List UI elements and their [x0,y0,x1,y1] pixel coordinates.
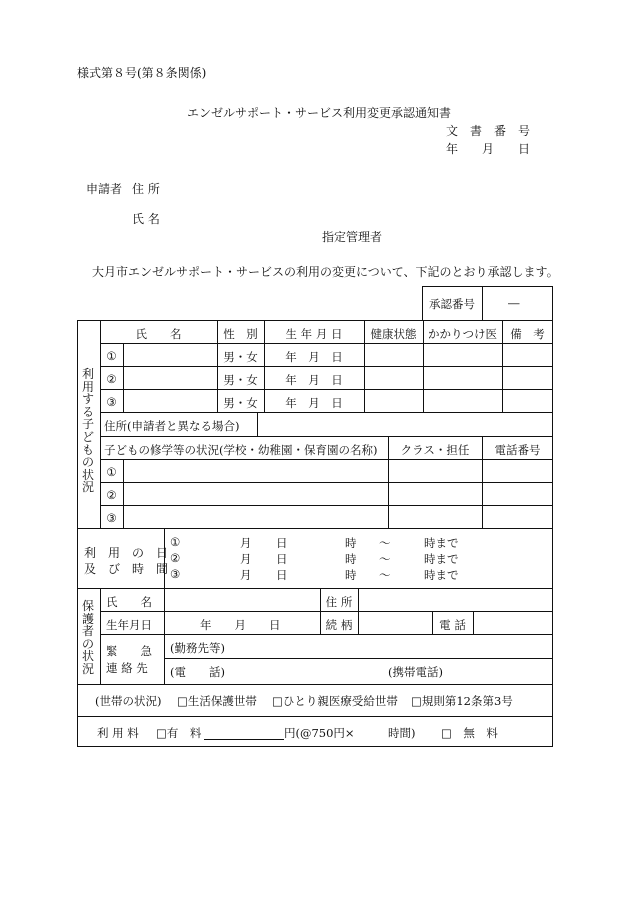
child-birth-field[interactable]: 年 月 日 [285,373,343,387]
child-birth-field[interactable]: 年 月 日 [285,350,343,364]
usage-day[interactable]: 日 [276,536,288,550]
household-option-rule12[interactable]: □規則第12条第3号 [411,694,513,708]
usage-tilde: ～ [379,552,391,566]
child-row-num: ② [106,372,117,386]
usage-hour[interactable]: 時 [345,552,357,566]
usage-tilde: ～ [379,568,391,582]
child-health-header: 健康状態 [370,327,417,341]
child-birth-header: 生 年 月 日 [285,327,343,341]
usage-tilde: ～ [379,536,391,550]
child-birth-field[interactable]: 年 月 日 [285,396,343,410]
approval-number-label: 承認番号 [429,297,475,311]
fee-amount-line[interactable] [204,739,284,740]
child-notes-header: 備 考 [510,327,545,341]
guardian-phone-label: 電 話 [439,618,466,632]
usage-row-num: ② [170,551,181,565]
child-gender-header: 性 別 [223,327,258,341]
emergency-tel-label: (電 話) [170,665,225,679]
child-name-header: 氏 名 [135,327,182,341]
usage-row-num: ① [170,535,181,549]
child-gender-choice[interactable]: 男・女 [223,350,258,364]
fee-rate-text: 円(@750円× [284,726,355,740]
applicant-name-label: 氏 名 [132,212,160,226]
emergency-label-line2: 連 絡 先 [106,661,148,675]
usage-row-num: ③ [170,567,181,581]
usage-month[interactable]: 月 [240,568,252,582]
guardian-name-label: 氏 名 [106,595,152,609]
children-side-label: 利用する子どもの状況 [81,367,94,495]
guardian-birth-label: 生年月日 [106,618,152,632]
guardian-relation-label: 続 柄 [325,618,353,632]
usage-day[interactable]: 日 [276,552,288,566]
child-row-num: ① [106,349,117,363]
applicant-label: 申請者 [86,182,123,196]
usage-until[interactable]: 時まで [424,552,459,566]
work-place-label: (勤務先等) [170,641,225,655]
guardian-address-label: 住 所 [325,595,353,609]
usage-until[interactable]: 時まで [424,536,459,550]
school-row-num: ③ [106,511,117,525]
usage-until[interactable]: 時まで [424,568,459,582]
child-row-num: ③ [106,395,117,409]
usage-month[interactable]: 月 [240,536,252,550]
date-label: 年 月 日 [446,142,531,156]
usage-hour[interactable]: 時 [345,536,357,550]
child-doctor-header: かかりつけ医 [428,327,497,341]
class-header: クラス・担任 [400,443,470,457]
child-address-label: 住所(申請者と異なる場合) [104,419,240,433]
child-gender-choice[interactable]: 男・女 [223,396,258,410]
mobile-phone-label: (携帯電話) [388,665,443,679]
approval-number-value: ― [508,296,520,310]
usage-hour[interactable]: 時 [345,568,357,582]
approval-statement: 大月市エンゼルサポート・サービスの利用の変更について、下記のとおり承認します。 [92,265,559,279]
household-label: (世帯の状況) [95,694,162,708]
school-row-num: ② [106,488,117,502]
doc-number-label: 文 書 番 号 [446,124,531,138]
usage-day[interactable]: 日 [276,568,288,582]
fee-free-option[interactable]: □ 無 料 [441,726,498,740]
school-phone-header: 電話番号 [494,443,541,457]
guardian-birth-field[interactable]: 年 月 日 [200,618,281,632]
school-row-num: ① [106,465,117,479]
school-header: 子どもの修学等の状況(学校・幼稚園・保育園の名称) [104,443,378,457]
applicant-address-label: 住 所 [132,182,160,196]
guardian-side-label: 保護者の状況 [81,599,94,676]
household-option-welfare[interactable]: □生活保護世帯 [177,694,257,708]
usage-label-line2: 及 び 時 間 [84,562,169,576]
emergency-label-line1: 緊 急 [106,644,152,658]
document-title: エンゼルサポート・サービス利用変更承認通知書 [187,106,452,120]
fee-hours-text: 時間) [388,726,416,740]
household-option-single-parent[interactable]: □ひとり親医療受給世帯 [272,694,398,708]
fee-label: 利 用 料 [97,726,139,740]
form-number: 様式第８号(第８条関係) [77,66,207,80]
usage-label-line1: 利 用 の 日 [84,546,169,560]
fee-paid-option[interactable]: □有 料 [156,726,202,740]
manager-label: 指定管理者 [322,230,383,244]
usage-month[interactable]: 月 [240,552,252,566]
child-gender-choice[interactable]: 男・女 [223,373,258,387]
